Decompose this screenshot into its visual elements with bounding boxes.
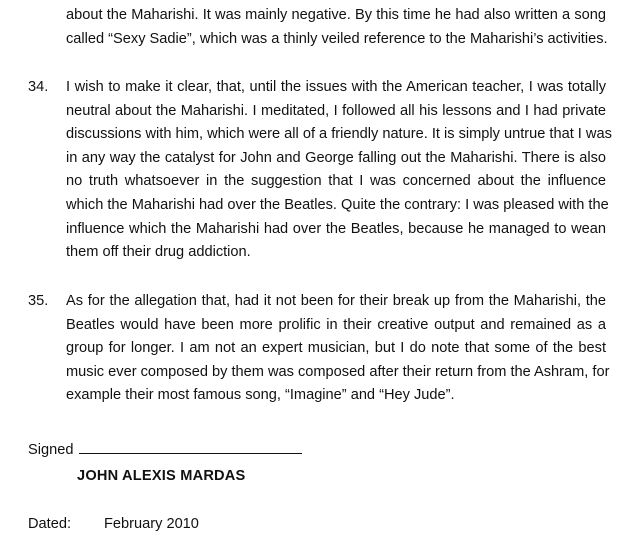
paragraph-35 [66,290,610,408]
paragraph-number: 35. [28,293,49,309]
paragraph-number: 34. [28,79,49,95]
paragraph-34 [66,76,612,265]
dated-value: February 2010 [104,516,199,532]
text-line: Beatles would have been more prolific in their creative output and remained as a [66,316,606,333]
text-line: As for the allegation that, had it not been for their break up from the Maharishi, the [66,293,606,309]
text-line: group for longer. I am not an expert musician, but I do note that some of the best [66,340,606,357]
text-line: about the Maharishi. It was mainly negative. By this time he had also written a song [66,7,606,23]
text-line: them off their drug addiction. [66,244,251,261]
signed-label: Signed [28,442,74,458]
paragraph-continued [66,4,606,51]
dated-label: Dated: [28,516,71,532]
text-line: discussions with him, which were all of a friendly nature. It is simply untrue that I was [66,126,612,143]
text-line: called “Sexy Sadie”, which was a thinly veiled reference to the Maharishi’s activities. [66,30,608,47]
text-line: I wish to make it clear, that, until the issues with the American teacher, I was totally [66,79,606,95]
text-line: music ever composed by them was composed after their return from the Ashram, for [66,363,610,380]
text-line: no truth whatsoever in the suggestion that I was concerned about the influence [66,173,606,190]
signature-row [28,439,302,462]
text-line: which the Maharishi had over the Beatles. Quite the contrary: I was pleased with the [66,196,609,213]
text-line: influence which the Maharishi had over the Beatles, because he managed to wean [66,220,606,237]
text-line: in any way the catalyst for John and George falling out the Maharishi. There is also [66,149,606,166]
text-line: neutral about the Maharishi. I meditated, I followed all his lessons and I had private [66,102,606,119]
signature-line [79,439,302,454]
text-line: example their most famous song, “Imagine” and “Hey Jude”. [66,387,455,404]
signer-name: JOHN ALEXIS MARDAS [77,468,246,484]
